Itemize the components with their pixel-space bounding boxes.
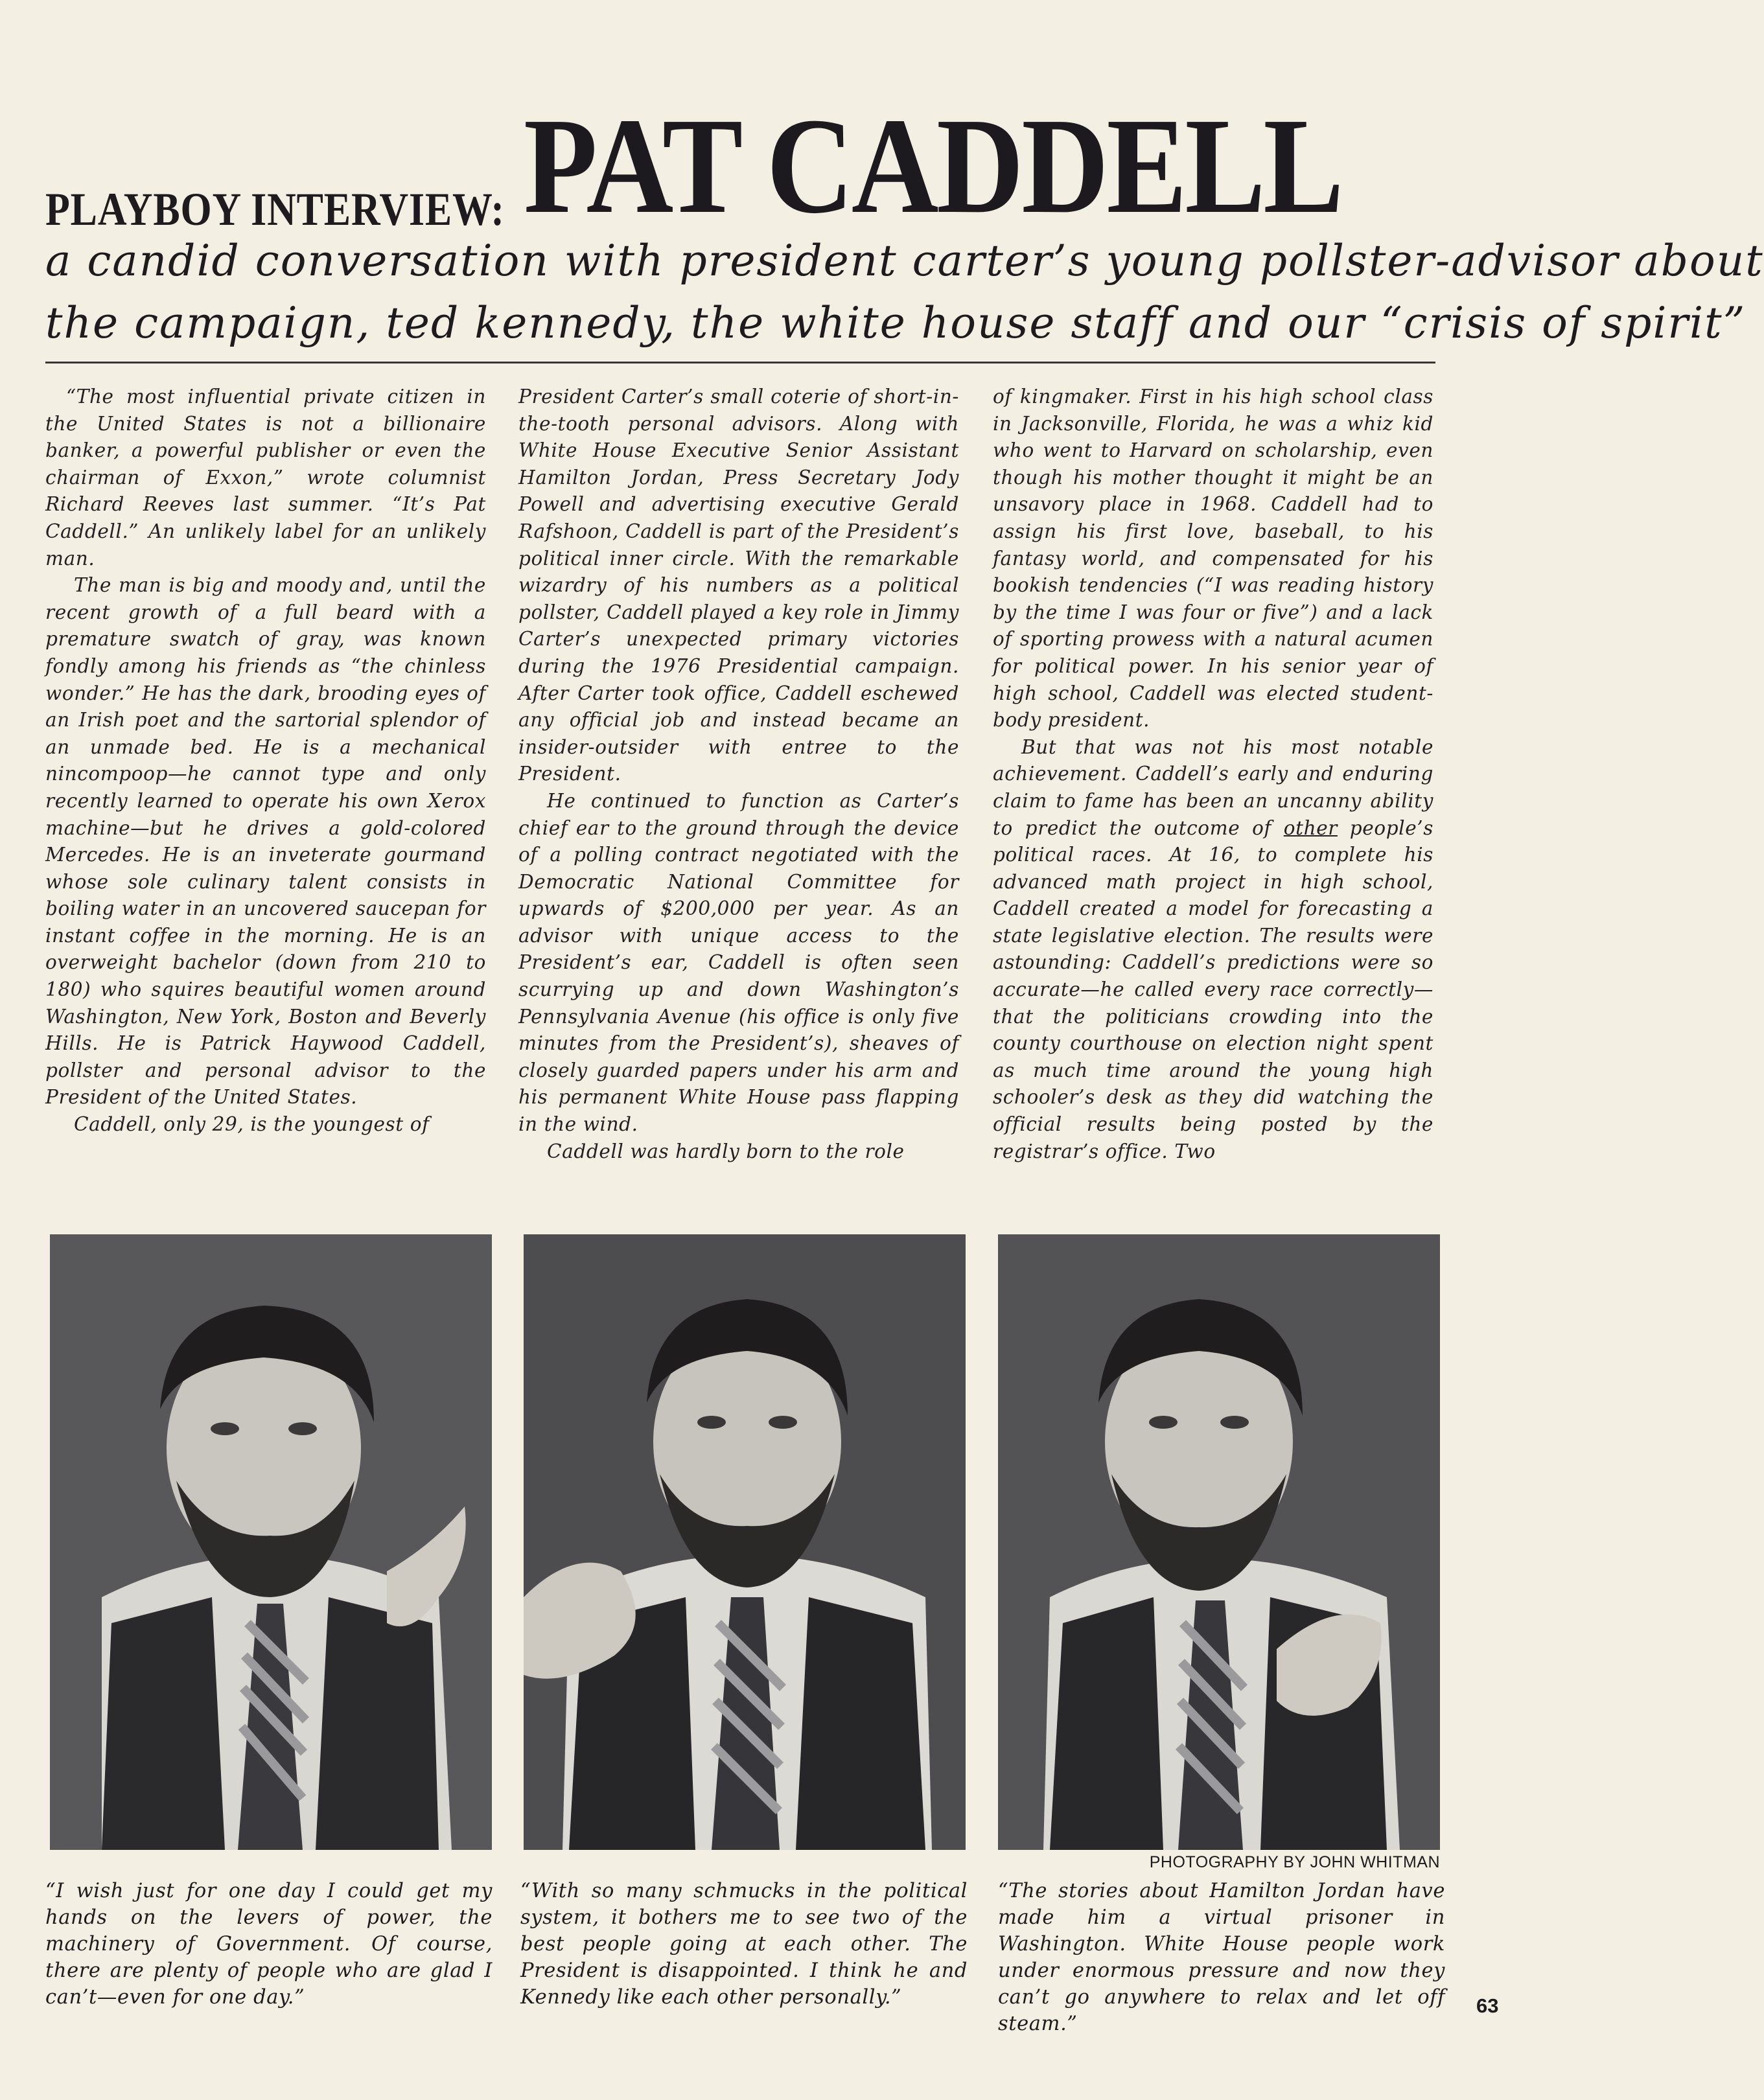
paragraph: Caddell, only 29, is the youngest of xyxy=(74,1113,430,1136)
subtitle-line-2: the campaign, ted kennedy, the white house staff and our “crisis of spirit” xyxy=(45,298,1747,348)
page-number: 63 xyxy=(1476,1994,1499,2017)
paragraph xyxy=(993,734,1433,1166)
paragraph: He continued to function as Carter’s chief ear to the ground through the device of a polling contract negotiated with the Democratic National Committee for upwards of $200,000 per year. As an advisor with unique access to the President’s ear, Caddell is often seen scurrying up and down Washington’s Pennsylvania Avenue (his office is only five minutes from the President’s), sheaves of closely guarded papers under his arm and his permanent White House pass flapping in the wind. xyxy=(518,789,959,1136)
text-column-1 xyxy=(45,384,486,1138)
portrait-photo-1 xyxy=(50,1234,492,1850)
interview-kicker: PLAYBOY INTERVIEW: xyxy=(45,183,505,235)
paragraph-text: people’s political races. At 16, to complete his advanced math project in high school, Caddell created a model for forecasting a state legislative election. The results were astounding: Caddell’s predictions were so accurate—he called every race correctly—that the politicians crowding into the county courthouse on election night spent as much time around the young high schooler’s desk as they did watching the official results being posted by the registrar’s office. Two xyxy=(993,816,1433,1162)
photo-credit: PHOTOGRAPHY BY JOHN WHITMAN xyxy=(1149,1853,1440,1871)
subtitle xyxy=(45,230,1764,354)
portrait-illustration xyxy=(998,1234,1440,1850)
portrait-illustration xyxy=(50,1234,492,1850)
portrait-illustration xyxy=(524,1234,966,1850)
paragraph: The man is big and moody and, until the recent growth of a full beard with a premature swatch of gray, was known fondly among his friends as “the chinless wonder.” He has the dark, brooding eyes of an Irish poet and the sartorial splendor of an unmade bed. He is a mechanical nincompoop—he cannot type and only recently learned to operate his own Xerox machine—but he drives a gold-colored Mercedes. He is an inveterate gourmand whose sole culinary talent consists in boiling water in an uncovered saucepan for instant coffee in the morning. He is an overweight bachelor (down from 210 to 180) who squires beautiful women around Washington, New York, Boston and Beverly Hills. He is Patrick Haywood Caddell, pollster and personal advisor to the President of the United States. xyxy=(45,574,486,1109)
portrait-photo-3 xyxy=(998,1234,1440,1850)
paragraph: “The most influential private citizen in the United States is not a billionaire banker, a powerful publisher or even the chairman of Exxon,” wrote columnist Richard Reeves last summer. “It’s Pat Caddell.” An unlikely label for an unlikely man. xyxy=(45,386,486,570)
header-rule xyxy=(45,362,1435,363)
underlined-word: other xyxy=(1283,816,1338,839)
photo-caption-3: “The stories about Hamilton Jordan have made him a virtual prisoner in Washington. White House people work under enormous pressure and now they can’t go anywhere to relax and let off steam.” xyxy=(998,1880,1445,2035)
subtitle-line-1: a candid conversation with president carter’s young pollster-advisor about xyxy=(45,236,1764,286)
interviewee-name: PAT CADDELL xyxy=(524,89,1342,242)
paragraph-text: But that was not his most notable achievement. Caddell’s early and enduring claim to fame has been an uncanny ability to predict the outcome of xyxy=(993,735,1433,839)
photo-caption-1: “I wish just for one day I could get my hands on the levers of power, the machinery of Government. Of course, there are plenty of people who are glad I can’t—even for one day.” xyxy=(45,1880,493,2009)
text-column-3 xyxy=(993,384,1433,1165)
paragraph: of kingmaker. First in his high school class in Jacksonville, Florida, he was a whiz kid who went to Harvard on scholarship, even though his mother thought it might be an unsavory place in 1968. Caddell had to assign his first love, baseball, to his fantasy world, and compensated for his bookish tendencies (“I was reading history by the time I was four or five”) and a lack of sporting prowess with a natural acumen for political power. In his senior year of high school, Caddell was elected student-body president. xyxy=(993,386,1433,732)
text-column-2 xyxy=(518,384,959,1165)
paragraph: Caddell was hardly born to the role xyxy=(547,1140,905,1162)
portrait-photo-2 xyxy=(524,1234,966,1850)
photo-caption-2: “With so many schmucks in the political system, it bothers me to see two of the best people going at each other. The President is disappointed. I think he and Kennedy like each other personally.” xyxy=(520,1880,968,2009)
paragraph: President Carter’s small coterie of short-in-the-tooth personal advisors. Along with White House Executive Senior Assistant Hamilton Jordan, Press Secretary Jody Powell and advertising executive Gerald Rafshoon, Caddell is part of the President’s political inner circle. With the remarkable wizardry of his numbers as a political pollster, Caddell played a key role in Jimmy Carter’s unexpected primary victories during the 1976 Presidential campaign. After Carter took office, Caddell eschewed any official job and instead became an insider-outsider with entree to the President. xyxy=(518,386,959,785)
